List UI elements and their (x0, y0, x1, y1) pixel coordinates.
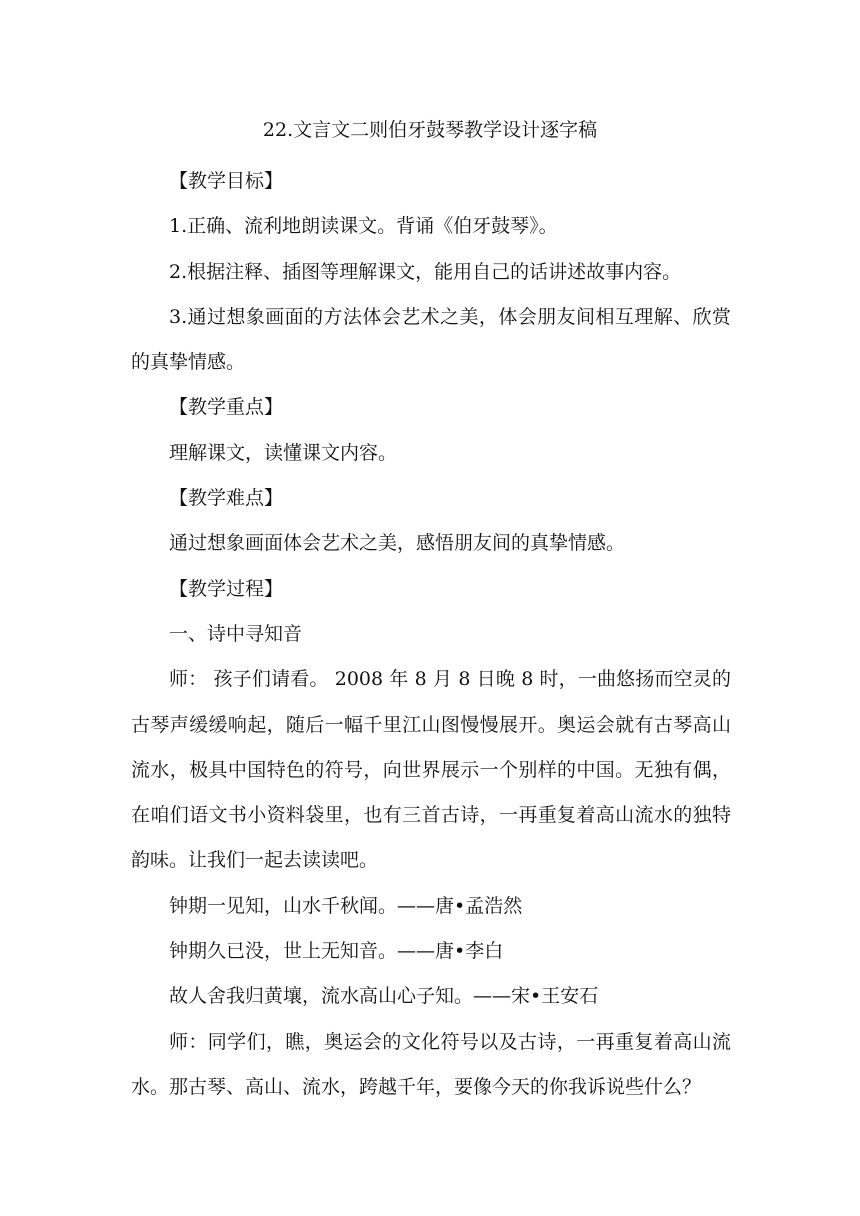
teacher-question-paragraph: 师：同学们，瞧，奥运会的文化符号以及古诗，一再重复着高山流水。那古琴、高山、流水，跨越千年，要像今天的你我诉说些什么？ (131, 1030, 731, 1098)
heading-teaching-process: 【教学过程】 (169, 577, 284, 600)
teacher-intro-paragraph: 师： 孩子们请看。 2008 年 8 月 8 日晚 8 时，一曲悠扬而空灵的古琴声缓缓响起，随后一幅千里江山图慢慢展开。奥运会就有古琴高山流水，极具中国特色的符号，向世界展示一个别样的中国。无独有偶，在咱们语文书小资料袋里，也有三首古诗，一再重复着高山流水的独特韵味。让我们一起去读读吧。 (131, 668, 731, 872)
poem-line-3: 故人舍我归黄壤，流水高山心子知。——宋•王安石 (169, 985, 599, 1008)
heading-teaching-difficulty: 【教学难点】 (169, 487, 284, 510)
heading-teaching-focus: 【教学重点】 (169, 396, 284, 419)
poem-line-2: 钟期久已没，世上无知音。——唐•李白 (169, 940, 504, 963)
focus-text: 理解课文，读懂课文内容。 (169, 441, 398, 464)
document-title: 22.文言文二则伯牙鼓琴教学设计逐字稿 (262, 119, 598, 141)
document-body (131, 159, 731, 1110)
difficulty-text: 通过想象画面体会艺术之美，感悟朋友间的真挚情感。 (169, 532, 626, 555)
poem-line-1: 钟期一见知，山水千秋闻。——唐•孟浩然 (169, 894, 523, 917)
heading-teaching-goals: 【教学目标】 (169, 170, 284, 192)
section-heading-1: 一、诗中寻知音 (169, 622, 303, 645)
goal-item-2: 2.根据注释、插图等理解课文，能用自己的话讲述故事内容。 (169, 260, 682, 283)
goal-item-3: 3.通过想象画面的方法体会艺术之美，体会朋友间相互理解、欣赏的真挚情感。 (131, 305, 731, 374)
goal-item-1: 1.正确、流利地朗读课文。背诵《伯牙鼓琴》。 (169, 215, 558, 238)
